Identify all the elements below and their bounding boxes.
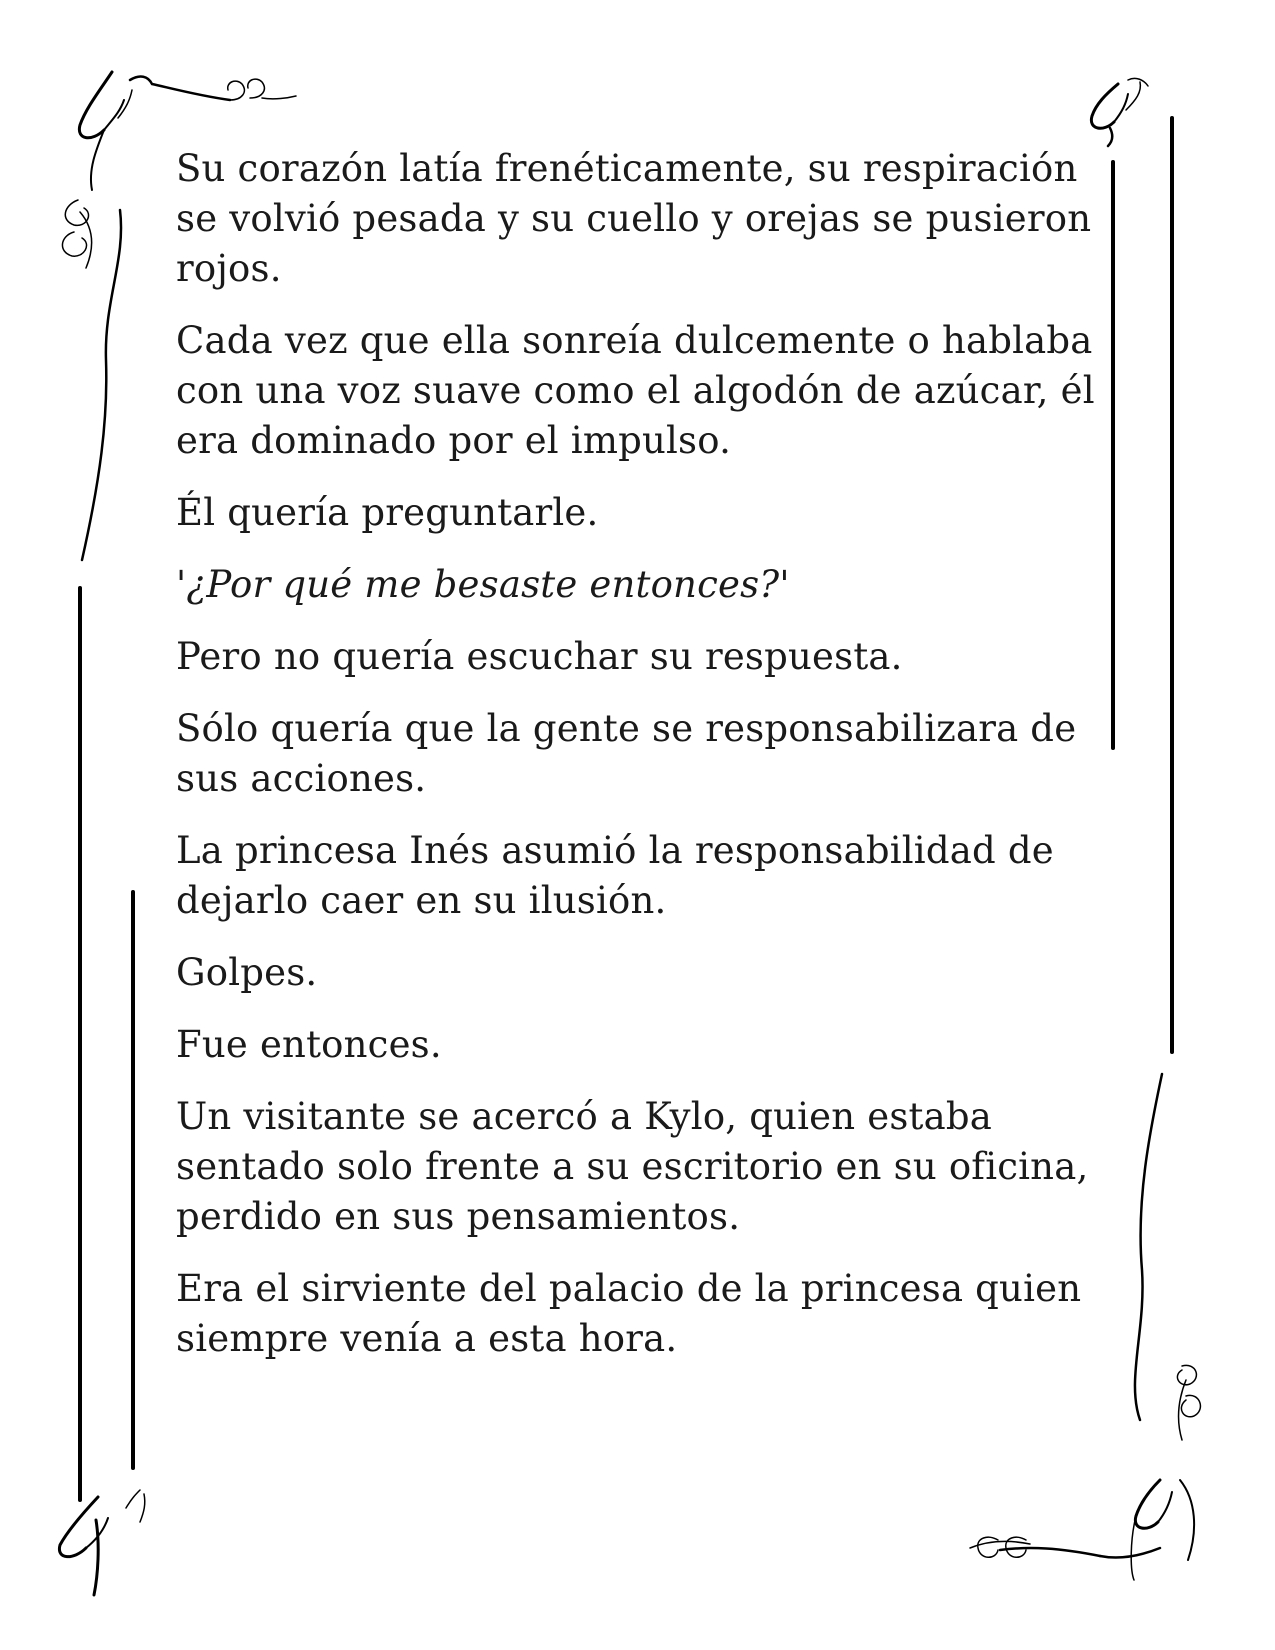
page-body	[176, 144, 1096, 1386]
paragraph: Golpes.	[176, 951, 318, 994]
paragraph: Su corazón latía frenéticamente, su respiración se volvió pesada y su cuello y orejas se pusieron rojos.	[176, 147, 1092, 290]
paragraph: Pero no quería escuchar su respuesta.	[176, 635, 903, 678]
paragraph: Era el sirviente del palacio de la princesa quien siempre venía a esta hora.	[176, 1267, 1082, 1360]
italic-thought-paragraph: '¿Por qué me besaste entonces?'	[176, 563, 790, 606]
bottom-left-flourish-icon	[59, 1490, 144, 1595]
top-right-flourish-icon	[1091, 78, 1148, 146]
paragraph: Un visitante se acercó a Kylo, quien estaba sentado solo frente a su escritorio en su oficina, perdido en sus pensamientos.	[176, 1095, 1089, 1238]
paragraph: Cada vez que ella sonreía dulcemente o hablaba con una voz suave como el algodón de azúcar, él era dominado por el impulso.	[176, 319, 1095, 462]
paragraph: La princesa Inés asumió la responsabilidad de dejarlo caer en su ilusión.	[176, 829, 1054, 922]
paragraph: Él quería preguntarle.	[176, 491, 599, 534]
paragraph: Sólo quería que la gente se responsabilizara de sus acciones.	[176, 707, 1077, 800]
paragraph: Fue entonces.	[176, 1023, 442, 1066]
